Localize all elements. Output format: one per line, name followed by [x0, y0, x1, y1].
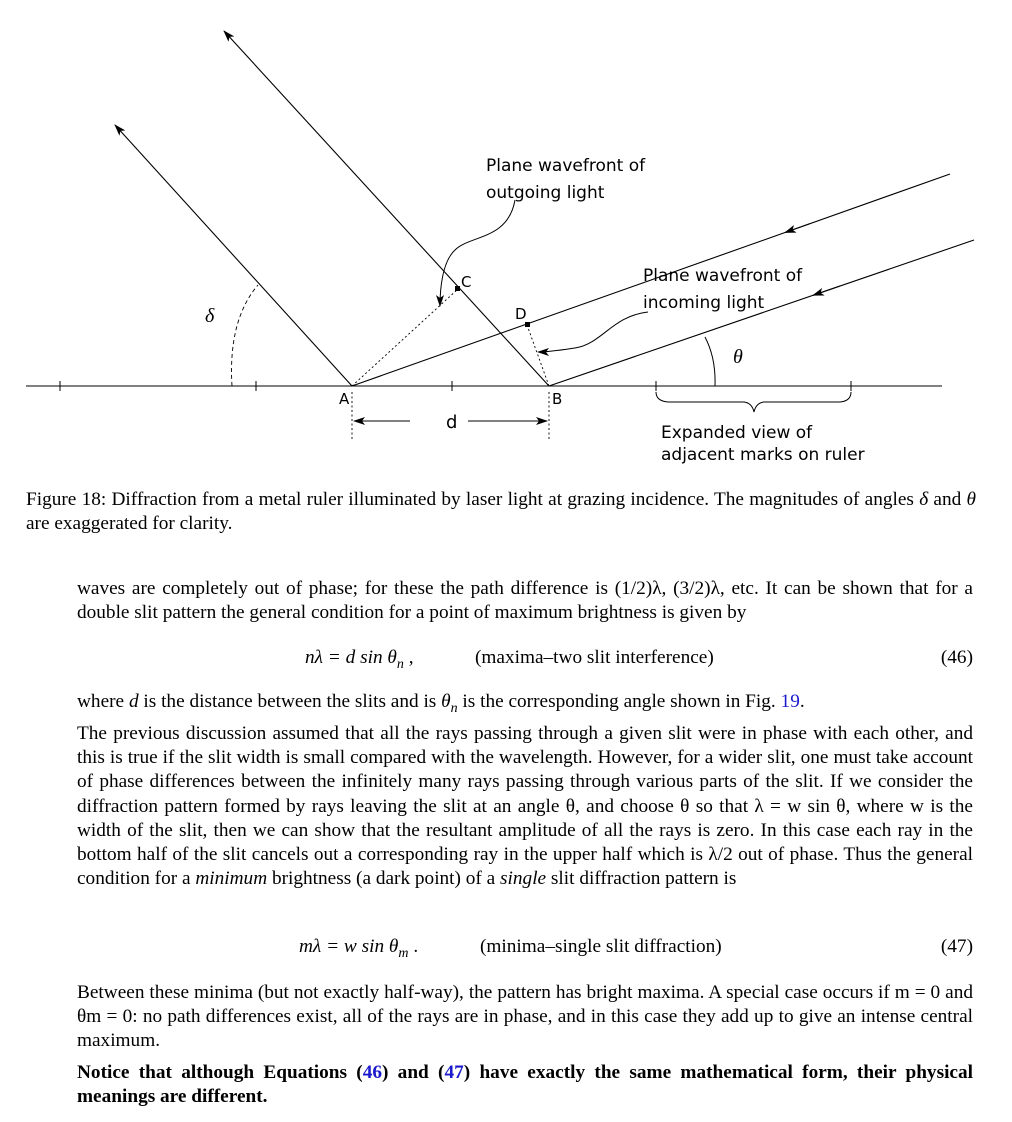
outgoing-ray-b [224, 31, 549, 386]
paragraph-2: where d is the distance between the slits and is $\theta_n$ is the corresponding angle shown in Fig. 19. [77, 691, 805, 716]
distance-d-label: d [446, 412, 458, 433]
caption-text-2: and [928, 489, 967, 510]
incoming-arrow-a [785, 224, 810, 233]
paragraph-4-text: Between these minima (but not exactly half-way), the pattern has bright maxima. A special case occurs if m = 0 and θm = 0: no path differences exist, all of the rays are in phase, and in this case they add up to give an intense central maximum. [77, 982, 973, 1052]
equation-47-math: mλ = w $\sin \theta_m$ . [299, 936, 419, 961]
caption-delta: δ [919, 489, 929, 510]
incoming-ray-b [549, 240, 974, 386]
paragraph-1 [77, 577, 973, 625]
caption-theta: θ [966, 489, 976, 510]
angle-theta-arc [705, 337, 715, 386]
outgoing-label-line2: outgoing light [486, 183, 605, 203]
outgoing-label-pointer [440, 200, 515, 306]
angle-delta-arc [232, 285, 258, 386]
equation-47-description: (minima–single slit diffraction) [480, 936, 722, 957]
outgoing-label-line1: Plane wavefront of [486, 156, 646, 176]
incoming-label-pointer [538, 312, 648, 352]
incoming-arrow-b [813, 286, 840, 295]
equation-46-link[interactable]: 46 [362, 1062, 382, 1083]
figure-caption [26, 488, 976, 536]
expanded-label-line2: adjacent marks on ruler [661, 445, 865, 465]
paragraph-4 [77, 981, 973, 1054]
equation-47 [77, 936, 973, 962]
point-a-label: A [339, 390, 350, 408]
angle-delta-label: δ [205, 305, 215, 327]
equation-46 [77, 647, 973, 673]
caption-prefix: Figure 18: [26, 489, 107, 510]
point-c-marker [455, 286, 460, 291]
incoming-label-line1: Plane wavefront of [643, 266, 803, 286]
ruler [26, 381, 942, 391]
equation-46-description: (maxima–two slit interference) [475, 647, 714, 668]
paragraph-3: The previous discussion assumed that all the rays passing through a given slit were in phase with each other, and this is true if the slit width is small compared with the wavelength. However, for a wider slit, one must take account of phase differences between the infinitely many rays passing through various parts of the slit. If we consider the diffraction pattern formed by rays leaving the slit at an angle θ, and choose θ so that λ = w sin θ, where w is the width of the slit, then we can show that the resultant amplitude of all the rays is zero. In this case each ray in the bottom half of the slit cancels out a corresponding ray in the upper half which is λ/2 out of phase. Thus the general condition for a minimum brightness (a dark point) of a single slit diffraction pattern is [77, 723, 973, 890]
caption-text-3: are exaggerated for clarity. [26, 513, 233, 534]
diffraction-figure [0, 0, 1012, 475]
wavefront-incoming-dotted [527, 325, 549, 386]
point-d-label: D [515, 305, 527, 323]
paragraph-1-text: waves are completely out of phase; for these the path difference is (1/2)λ, (3/2)λ, etc. It can be shown that for a double slit pattern the general condition for a point of maximum brightness is given by [77, 578, 973, 624]
equation-46-math: nλ = d $\sin \theta_n$ , [305, 647, 414, 672]
expanded-label-line1: Expanded view of [661, 423, 813, 443]
equation-47-number: (47) [940, 936, 973, 957]
caption-text-1: Diffraction from a metal ruler illuminated by laser light at grazing incidence. The magnitudes of angles [106, 489, 920, 510]
point-b-label: B [552, 390, 563, 408]
point-c-label: C [461, 273, 472, 291]
incoming-label-line2: incoming light [643, 293, 765, 313]
equation-47-link[interactable]: 47 [444, 1062, 464, 1083]
wavefront-outgoing-dotted [352, 289, 458, 386]
angle-theta-label: θ [733, 346, 743, 368]
expanded-view-brace [656, 392, 851, 412]
outgoing-ray-a [115, 125, 352, 386]
figure-19-link[interactable]: 19 [780, 691, 800, 712]
paragraph-5: Notice that although Equations (46) and (47) have exactly the same mathematical form, their physical meanings are different. [77, 1062, 973, 1108]
equation-46-number: (46) [940, 647, 973, 668]
